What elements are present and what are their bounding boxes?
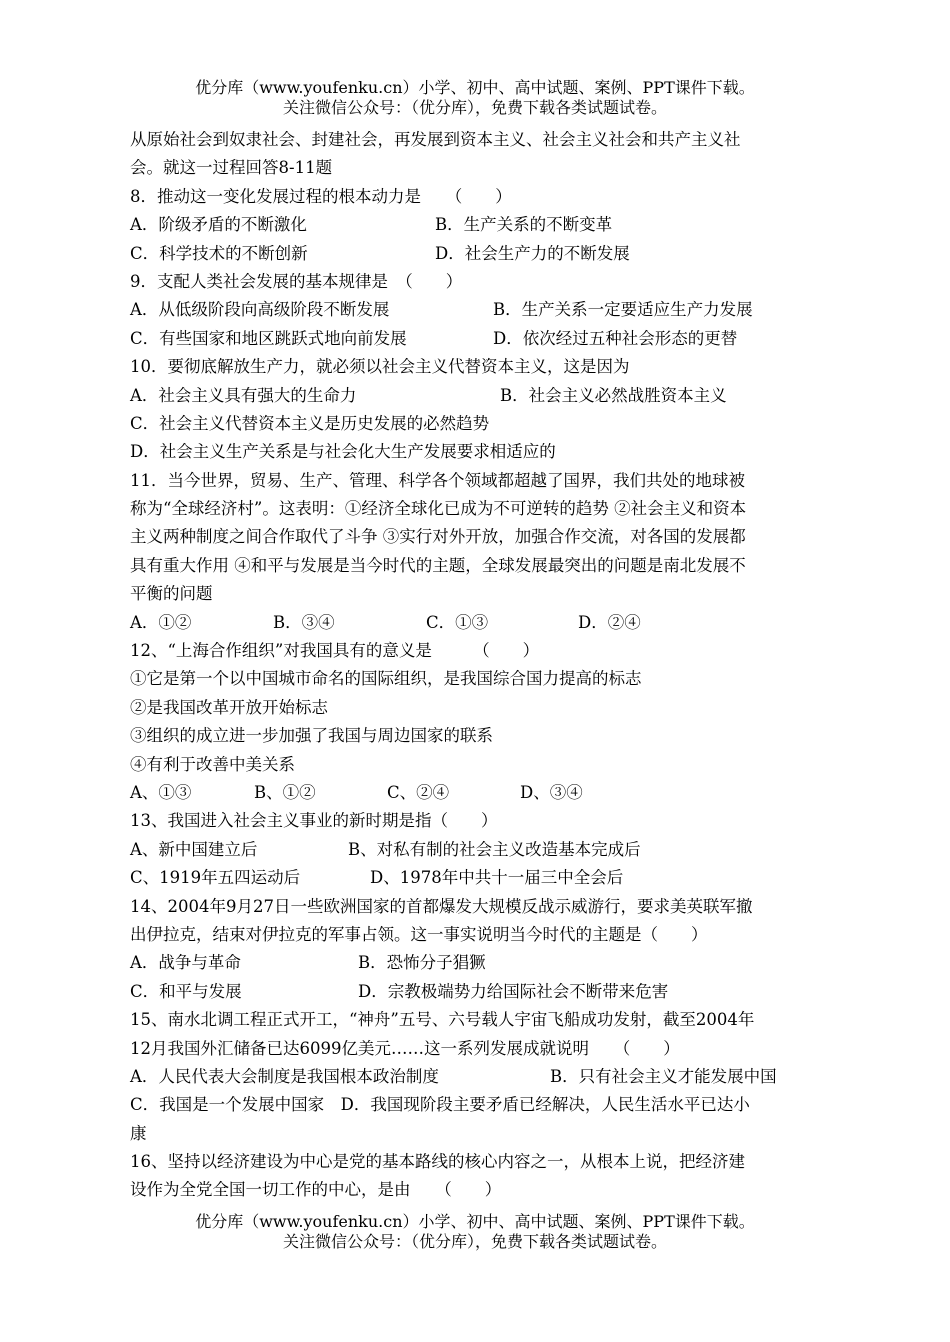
q9-option-d: D．依次经过五种社会形态的更替 [493, 328, 738, 348]
q12-options [130, 779, 848, 807]
q15-line-1: 15、南水北调工程正式开工，“神舟”五号、六号载人宇宙飞船成功发射，截至2004年 [130, 1010, 755, 1030]
q10-option-a: A．社会主义具有强大的生命力 [130, 385, 357, 405]
footer-banner [0, 1212, 950, 1252]
q12-statement-3: ③组织的成立进一步加强了我国与周边国家的联系 [130, 726, 493, 746]
q10-stem: 10．要彻底解放生产力，就必须以社会主义代替资本主义，这是因为 [130, 357, 630, 377]
q11-line-3: 主义两种制度之间合作取代了斗争 ③实行对外开放，加强合作交流，对各国的发展都 [130, 527, 746, 547]
q9-option-a: A．从低级阶段向高级阶段不断发展 [130, 300, 390, 320]
q8-option-a: A．阶级矛盾的不断激化 [130, 215, 307, 235]
q11-option-c: C．①③ [426, 612, 489, 632]
intro-line-1: 从原始社会到奴隶社会、封建社会，再发展到资本主义、社会主义社会和共产主义社 [130, 130, 741, 149]
q12-option-a: A、①③ [130, 782, 192, 802]
footer-line-1: 优分库（www.youfenku.cn）小学、初中、高中试题、案例、PPT课件下载。 [195, 1212, 755, 1231]
q8-option-c: C．科学技术的不断创新 [130, 243, 308, 263]
q13-option-d: D、1978年中共十一届三中全会后 [370, 868, 624, 888]
q14-option-d: D．宗教极端势力给国际社会不断带来危害 [358, 981, 669, 1001]
header-line-1: 优分库（www.youfenku.cn）小学、初中、高中试题、案例、PPT课件下载。 [195, 78, 755, 97]
q15-option-b: B．只有社会主义才能发展中国 [550, 1066, 777, 1086]
q15-options-cd: C．我国是一个发展中国家 D．我国现阶段主要矛盾已经解决，人民生活水平已达小 [130, 1095, 750, 1115]
q8-option-d: D．社会生产力的不断发展 [435, 243, 630, 263]
q11-option-b: B．③④ [273, 612, 335, 632]
q10-options-ab [130, 382, 848, 410]
q12-statement-4: ④有利于改善中美关系 [130, 754, 295, 774]
q16-line-1: 16、坚持以经济建设为中心是党的基本路线的核心内容之一，从根本上说，把经济建 [130, 1152, 745, 1172]
q10-option-b: B．社会主义必然战胜资本主义 [500, 385, 727, 405]
q16-line-2: 设作为全党全国一切工作的中心，是由 （ ） [130, 1180, 502, 1200]
q14-option-c: C．和平与发展 [130, 981, 242, 1001]
q11-option-d: D．②④ [578, 612, 641, 632]
intro-line-2: 会。就这一过程回答8-11题 [130, 158, 333, 178]
q9-option-b: B．生产关系一定要适应生产力发展 [493, 300, 753, 320]
q15-options-cd-cont: 康 [130, 1123, 147, 1143]
q15-line-2: 12月我国外汇储备已达6099亿美元……这一系列发展成就说明 （ ） [130, 1038, 680, 1058]
q15-option-a: A．人民代表大会制度是我国根本政治制度 [130, 1066, 439, 1086]
header-banner [0, 78, 950, 118]
q13-options-cd [130, 864, 848, 892]
q8-options-ab [130, 211, 848, 239]
q14-line-1: 14、2004年9月27日一些欧洲国家的首都爆发大规模反战示威游行，要求美英联军撤 [130, 896, 753, 916]
q12-stem: 12、“上海合作组织”对我国具有的意义是 （ ） [130, 641, 540, 661]
q14-options-ab [130, 949, 848, 977]
q12-option-d: D、③④ [520, 782, 583, 802]
q11-line-5: 平衡的问题 [130, 584, 213, 604]
q15-options-ab [130, 1063, 848, 1091]
q12-statement-2: ②是我国改革开放开始标志 [130, 697, 328, 717]
q8-option-b: B．生产关系的不断变革 [435, 215, 613, 235]
q8-options-cd [130, 240, 848, 268]
q14-option-a: A．战争与革命 [130, 953, 241, 973]
q14-options-cd [130, 978, 848, 1006]
q8-stem: 8．推动这一变化发展过程的根本动力是 （ ） [130, 186, 512, 206]
q13-options-ab [130, 836, 848, 864]
header-line-2: 关注微信公众号：（优分库），免费下载各类试题试卷。 [282, 98, 667, 117]
q13-option-c: C、1919年五四运动后 [130, 868, 301, 888]
q11-option-a: A．①② [130, 612, 192, 632]
q11-line-2: 称为“全球经济村”。这表明：①经济全球化已成为不可逆转的趋势 ②社会主义和资本 [130, 499, 747, 519]
q9-options-cd [130, 325, 848, 353]
q12-option-b: B、①② [254, 782, 316, 802]
q11-line-1: 11．当今世界，贸易、生产、管理、科学各个领域都超越了国界，我们共处的地球被 [130, 470, 745, 490]
q9-option-c: C．有些国家和地区跳跃式地向前发展 [130, 328, 407, 348]
q12-option-c: C、②④ [387, 782, 450, 802]
q14-line-2: 出伊拉克，结束对伊拉克的军事占领。这一事实说明当今时代的主题是（ ） [130, 924, 708, 944]
q9-stem: 9．支配人类社会发展的基本规律是 （ ） [130, 271, 463, 291]
q13-option-b: B、对私有制的社会主义改造基本完成后 [348, 839, 641, 859]
q10-option-c: C．社会主义代替资本主义是历史发展的必然趋势 [130, 413, 490, 433]
q10-option-d: D．社会主义生产关系是与社会化大生产发展要求相适应的 [130, 442, 556, 462]
q12-statement-1: ①它是第一个以中国城市命名的国际组织，是我国综合国力提高的标志 [130, 669, 642, 689]
q11-options [130, 609, 848, 637]
question-content [130, 126, 848, 1205]
q13-stem: 13、我国进入社会主义事业的新时期是指（ ） [130, 811, 498, 831]
q11-line-4: 具有重大作用 ④和平与发展是当今时代的主题，全球发展最突出的问题是南北发展不 [130, 555, 746, 575]
q13-option-a: A、新中国建立后 [130, 839, 258, 859]
q14-option-b: B．恐怖分子猖獗 [358, 953, 486, 973]
footer-line-2: 关注微信公众号：（优分库），免费下载各类试题试卷。 [282, 1232, 667, 1251]
q9-options-ab [130, 296, 848, 324]
